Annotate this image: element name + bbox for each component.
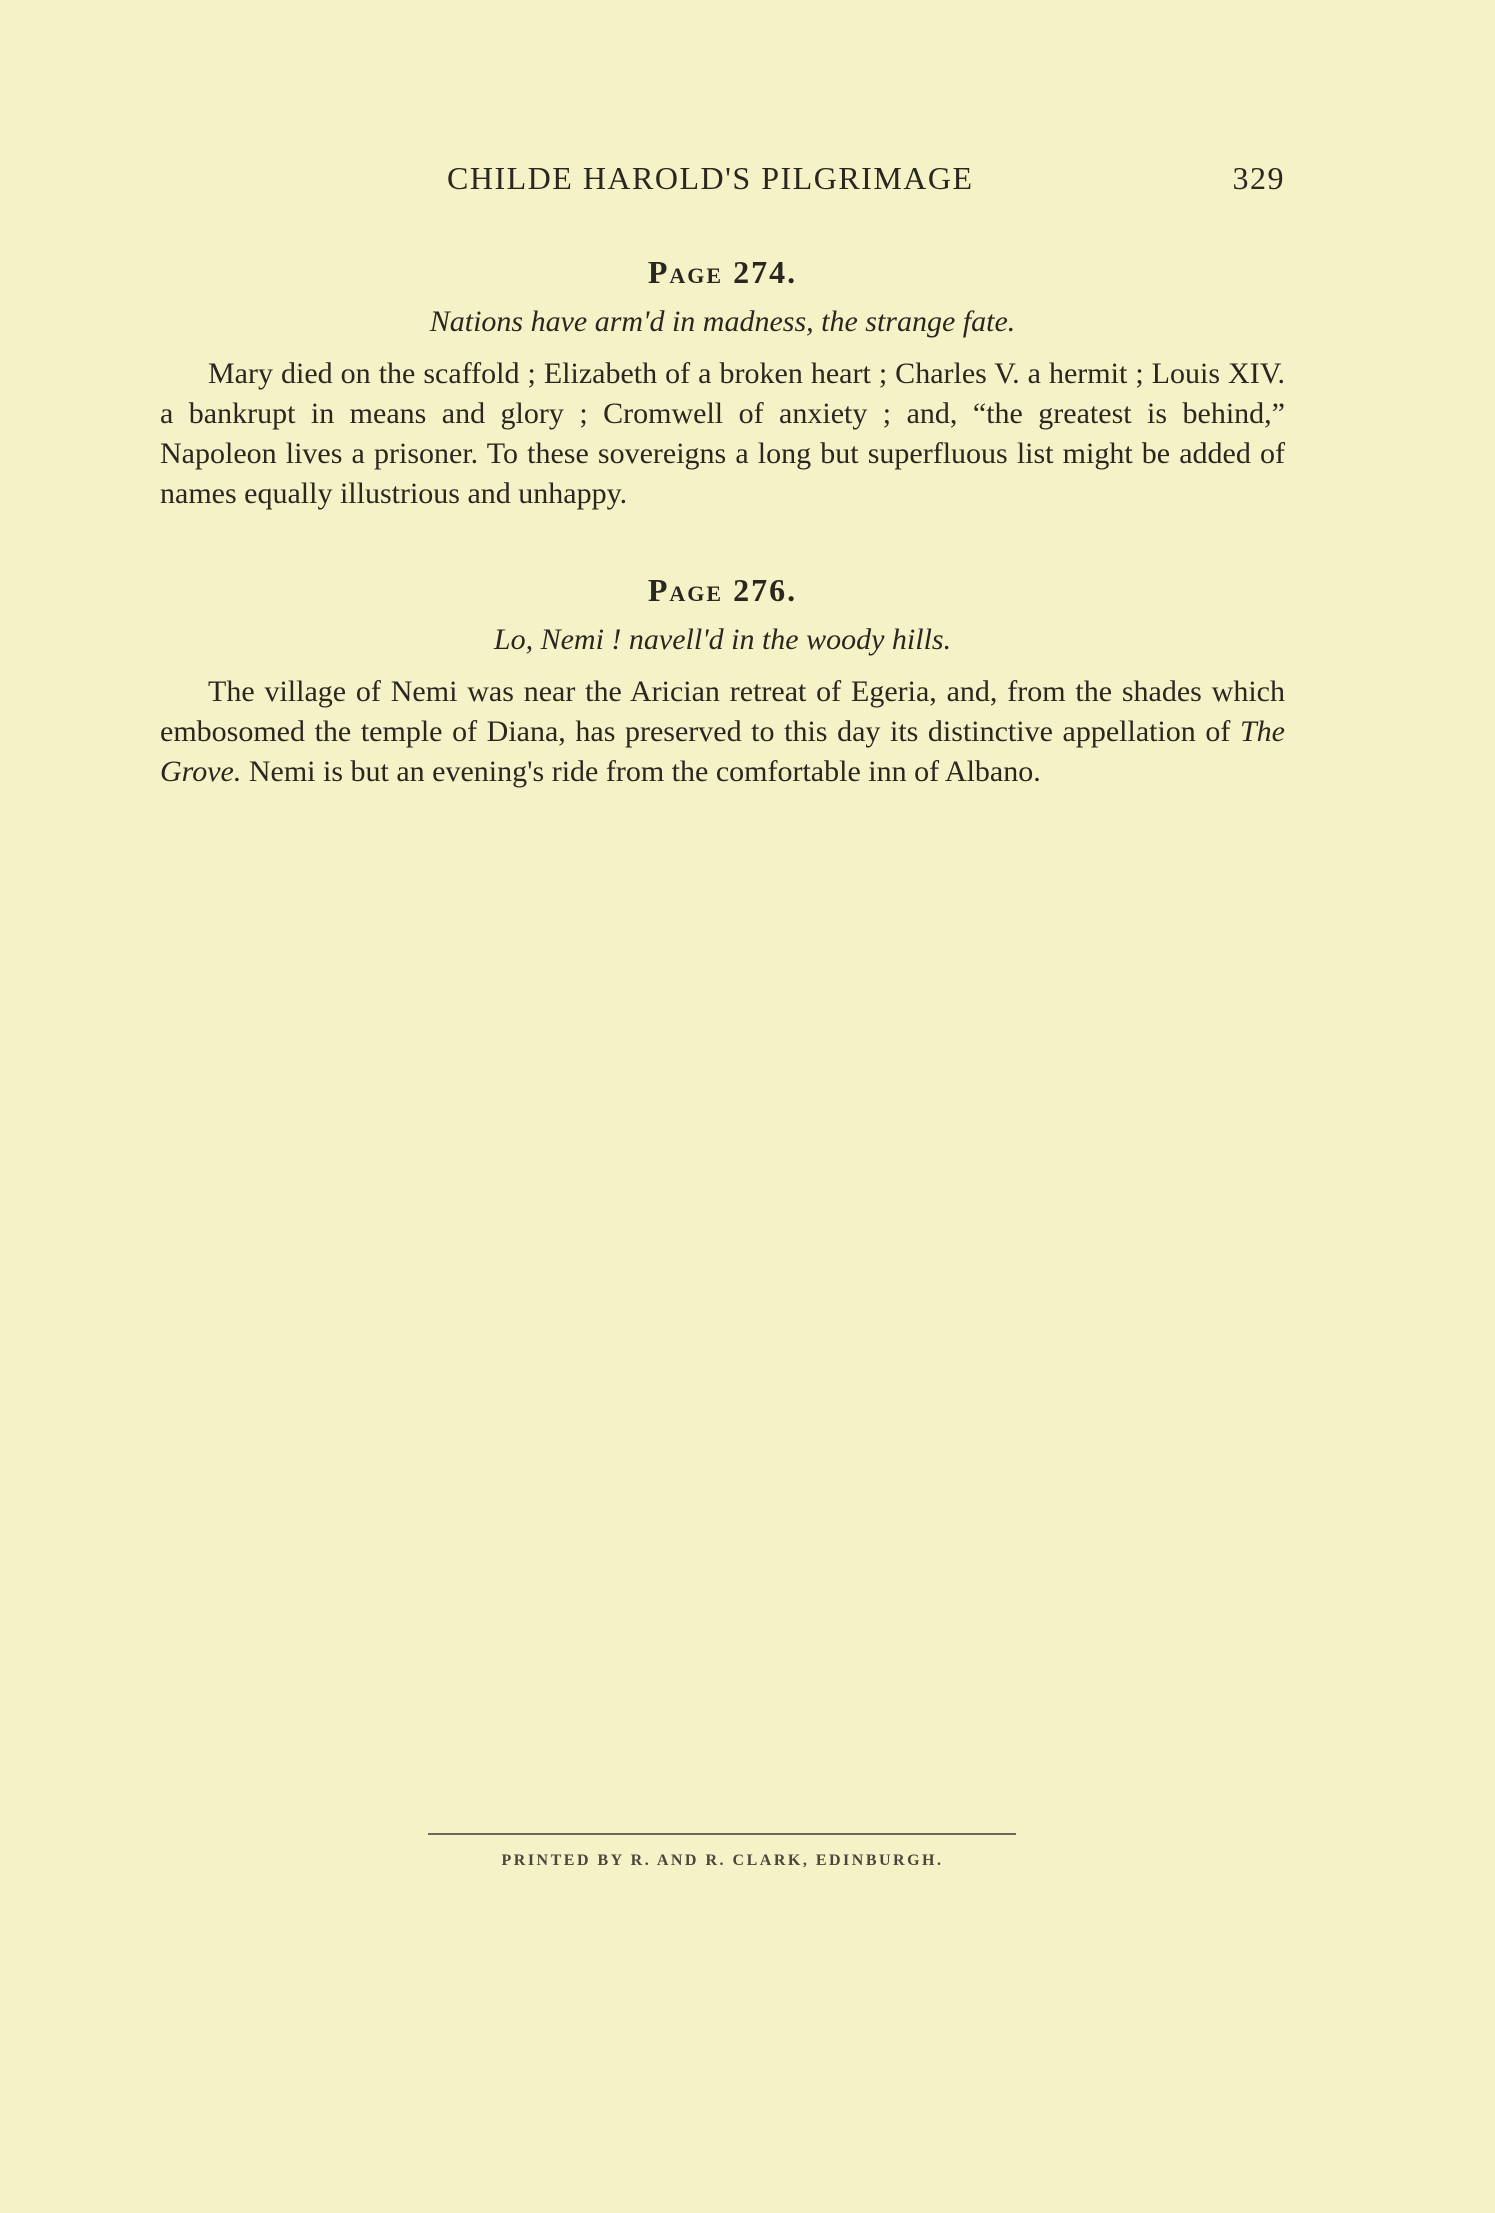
note-text-after: Nemi is but an evening's ride from the comfortable inn of Albano. (241, 755, 1041, 788)
running-title: CHILDE HAROLD'S PILGRIMAGE (447, 160, 974, 196)
note-text: Mary died on the scaffold ; Elizabeth of a broken heart ; Charles V. a hermit ; Louis XIV. a bankrupt in means and glory ; Cromwell of anxiety ; and, “the greatest is behind,” Napoleon lives a prisoner. To these sovereigns a long but superfluous list might be added of names equally illustrious and unhappy. (160, 357, 1285, 510)
note-text (160, 672, 1285, 792)
note-page-274 (160, 252, 1285, 514)
page-number: 329 (1232, 160, 1285, 196)
note-heading: Page 274. (647, 254, 798, 290)
note-heading: Page 276. (647, 572, 798, 608)
note-text-before: The village of Nemi was near the Arician retreat of Egeria, and, from the shades which embosomed the temple of Diana, has preserved to this day its distinctive appellation of (160, 675, 1285, 748)
note-text-italic: The Grove. (160, 715, 1285, 788)
printer-imprint: PRINTED BY R. AND R. CLARK, EDINBURGH. (501, 1852, 944, 1869)
footer-divider (428, 1833, 1016, 1835)
note-quote: Lo, Nemi ! navell'd in the woody hills. (493, 623, 952, 656)
note-page-276 (160, 570, 1285, 792)
note-quote: Nations have arm'd in madness, the strange fate. (429, 305, 1016, 338)
page-header (160, 160, 1285, 210)
